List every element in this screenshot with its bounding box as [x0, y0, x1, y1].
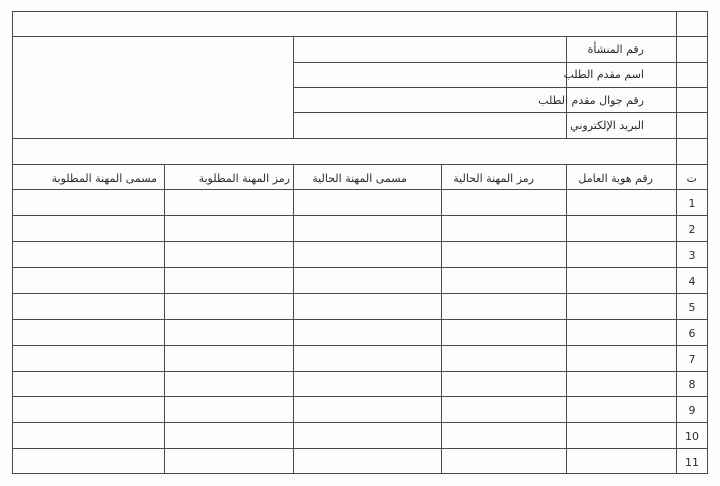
header-requested-profession-code: رمز المهنة المطلوبة [198, 172, 290, 185]
table-row-divider [12, 293, 708, 294]
table-row-divider [12, 241, 708, 242]
row-number-9: 9 [688, 404, 696, 417]
right-border [707, 11, 708, 473]
table-row-divider [12, 319, 708, 320]
header-current-profession-code: رمز المهنة الحالية [453, 172, 534, 185]
row-number-10: 10 [685, 430, 699, 443]
row-number-6: 6 [688, 327, 696, 340]
applicant-mobile-field[interactable] [294, 88, 566, 112]
table-row-divider [12, 371, 708, 372]
table-row-divider [12, 267, 708, 268]
info-label-divider [566, 36, 567, 138]
email-field[interactable] [294, 113, 566, 138]
row-number-1: 1 [688, 197, 696, 210]
row-number-8: 8 [688, 378, 696, 391]
label-applicant-mobile: رقم جوال مقدم الطلب [538, 94, 644, 107]
table-row-divider [12, 396, 708, 397]
number-column-divider [676, 11, 677, 473]
left-border [12, 11, 13, 473]
table-row-divider [12, 345, 708, 346]
top-border [12, 11, 708, 12]
label-establishment-number: رقم المنشأة [587, 43, 644, 56]
label-email: البريد الإلكتروني [570, 119, 644, 132]
applicant-name-field[interactable] [294, 63, 566, 87]
table-row-divider [12, 448, 708, 449]
header-requested-profession-title: مسمى المهنة المطلوبة [51, 172, 157, 185]
row-number-2: 2 [688, 223, 696, 236]
row-number-3: 3 [688, 249, 696, 262]
row-number-11: 11 [685, 456, 699, 469]
table-row-divider [12, 189, 708, 190]
establishment-number-field[interactable] [294, 37, 566, 62]
table-row-divider [12, 422, 708, 423]
label-applicant-name: اسم مقدم الطلب [563, 68, 644, 81]
header-serial: ت [686, 172, 697, 185]
header-current-profession-title: مسمى المهنة الحالية [312, 172, 407, 185]
row-number-5: 5 [688, 301, 696, 314]
info-bottom-border [12, 138, 708, 139]
table-row-divider [12, 215, 708, 216]
table-top-border [12, 164, 708, 165]
row-number-4: 4 [688, 275, 696, 288]
row-number-7: 7 [688, 353, 696, 366]
table-bottom-border [12, 473, 708, 474]
header-worker-id: رقم هوية العامل [578, 172, 653, 185]
